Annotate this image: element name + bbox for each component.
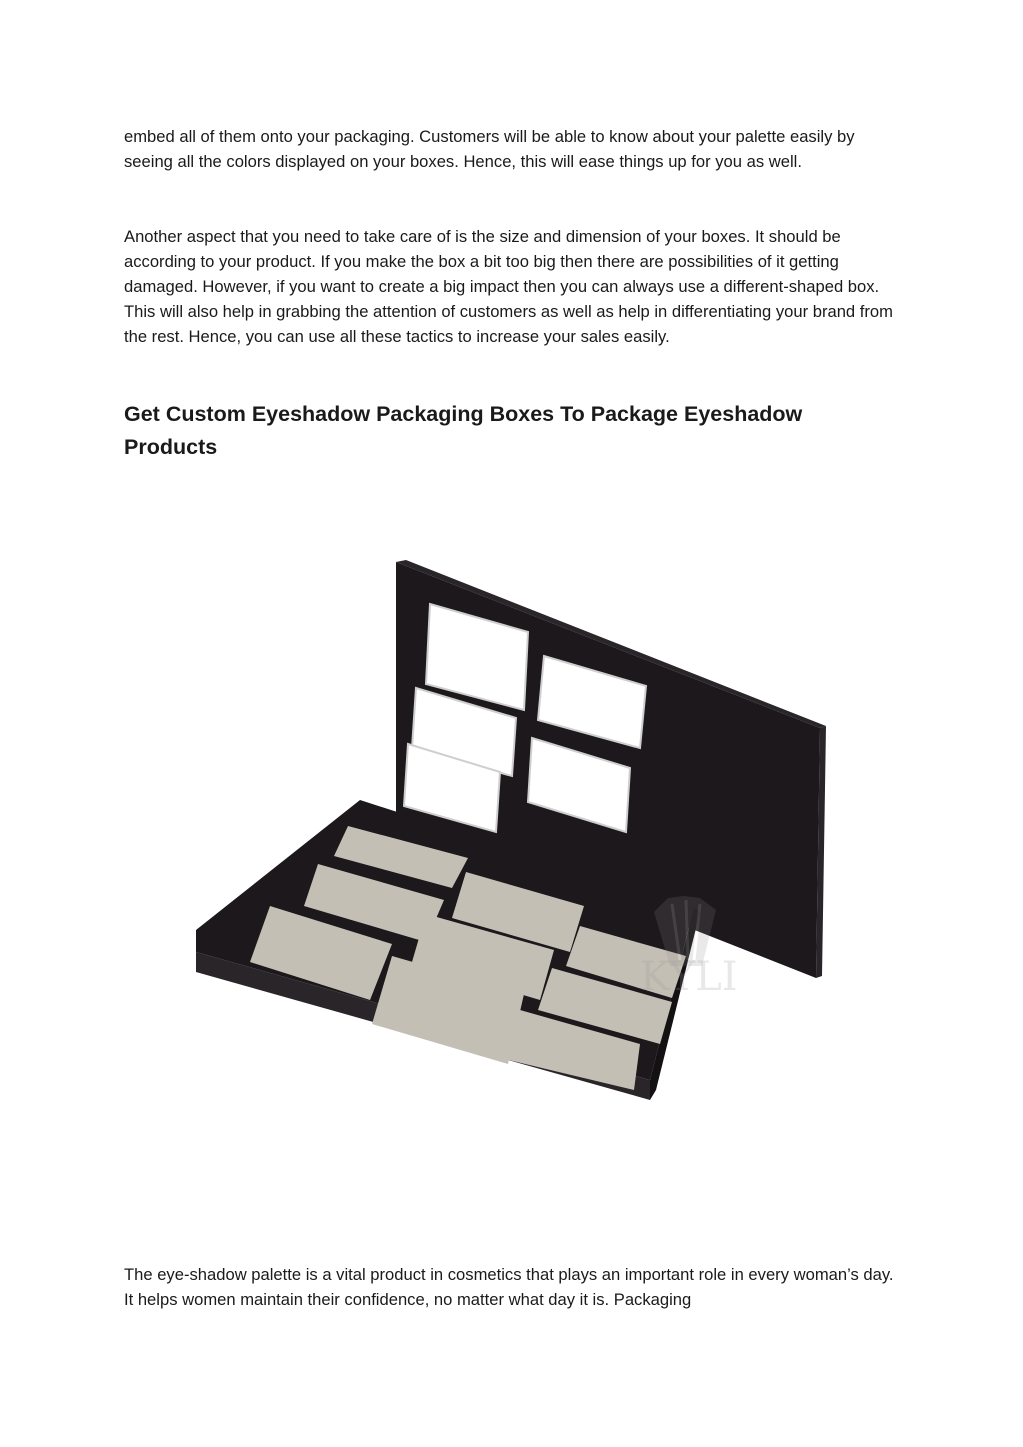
watermark-text: KYLI — [640, 954, 738, 1000]
eyeshadow-palette-image — [230, 550, 738, 1110]
body-paragraph: embed all of them onto your packaging. Customers will be able to know about your palette easily by seeing all the colors displayed on your boxes. Hence, this will ease things up for you as well. — [124, 127, 855, 171]
body-paragraph: The eye-shadow palette is a vital product in cosmetics that plays an important role in every woman’s day. It helps women maintain their confidence, no matter what day it is. Packaging — [124, 1265, 894, 1309]
section-heading: Get Custom Eyeshadow Packaging Boxes To Package Eyeshadow Products — [124, 402, 803, 459]
body-paragraph: Another aspect that you need to take care of is the size and dimension of your boxes. It should be according to your product. If you make the box a bit too big then there are possibilities of it getting damaged. However, if you want to create a big impact then you can always use a different-shaped box. This will also help in grabbing the attention of customers as well as help in differentiating your brand from the rest. Hence, you can use all these tactics to increase your sales easily. — [124, 227, 893, 346]
